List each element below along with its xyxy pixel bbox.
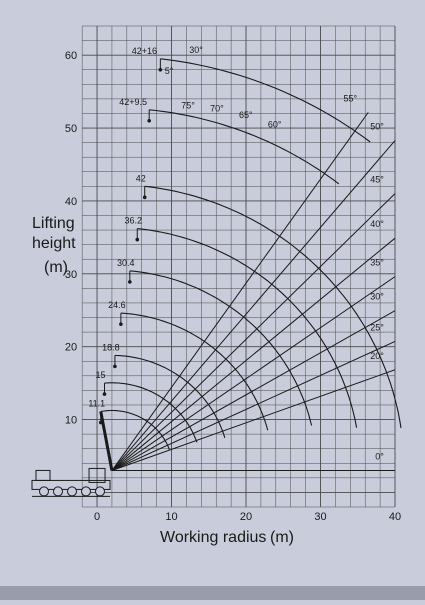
y-tick-label: 20 [64,341,78,354]
boom-length-label: 42 [135,173,146,184]
x-axis-unit: (m) [270,529,294,546]
boom-angle-label: 60° [267,119,282,130]
main-boom [101,412,112,471]
y-tick-label: 40 [64,195,78,208]
boom-length-label: 30.4 [117,257,135,268]
footer-band [0,586,425,600]
hook-block [143,196,147,200]
x-tick-label: 30 [314,511,327,523]
boom-angle-label: 45° [370,174,384,185]
boom-angle-label: 40° [370,219,384,230]
boom-angle-label: 30° [370,291,384,302]
boom-angle-label: 70° [210,103,224,114]
boom-arc [145,186,401,428]
y-axis-title-line1: Lifting [32,215,75,232]
y-axis-title-line2: height [32,235,76,252]
boom-angle-label: 25° [370,322,384,333]
boom-length-label: 15 [95,370,106,381]
y-axis-unit: (m) [44,259,68,276]
x-tick-label: 0 [93,511,101,523]
boom-length-label: 11.1 [88,398,106,409]
crane-wheel [96,487,105,496]
boom-angle-label: 20° [370,350,384,361]
crane-wheel [40,487,49,496]
x-tick-label: 20 [239,511,253,523]
boom-angle-line [112,370,395,471]
y-tick-label: 30 [64,268,78,281]
x-tick-label: 40 [388,511,402,523]
boom-angle-label: 55° [343,93,358,104]
jib-offset-label: 30° [189,45,203,55]
hook-block [103,392,107,396]
chart-labels [65,45,401,523]
crane-wheel [82,487,91,496]
boom-angle-label: 75° [181,100,195,111]
boom-arc [137,229,356,428]
hook-block [159,68,163,72]
hook-block [135,238,139,242]
crane-wheel [54,487,63,496]
boom-angle-label: 65° [239,109,253,120]
boom-length-label: 42+9.5 [119,96,148,107]
boom-angle-label: 50° [370,121,384,132]
jib-offset-label: 5° [164,66,174,76]
boom-length-label: 18.8 [102,342,120,353]
hook-block [147,119,151,123]
y-tick-label: 60 [64,50,78,63]
y-tick-label: 50 [64,123,78,136]
boom-length-label: 24.6 [108,300,126,311]
boom-angle-label: 0° [375,451,384,462]
boom-arc [130,271,312,426]
crane-wheel [68,487,77,496]
boom-length-label: 42+16 [131,45,157,56]
crane-cab [36,470,50,480]
y-tick-label: 10 [64,414,78,427]
boom-arc [149,110,339,184]
boom-angle-lines [112,109,395,470]
hook-block [113,365,117,369]
boom-angle-line [112,341,395,470]
hook-block [128,280,132,284]
boom-length-label: 36.2 [124,215,143,226]
x-tick-label: 10 [165,511,178,523]
boom-arc [115,355,225,437]
hook-block [119,322,123,326]
boom-angle-label: 35° [370,257,384,268]
x-axis-title: Working radius [160,529,267,546]
